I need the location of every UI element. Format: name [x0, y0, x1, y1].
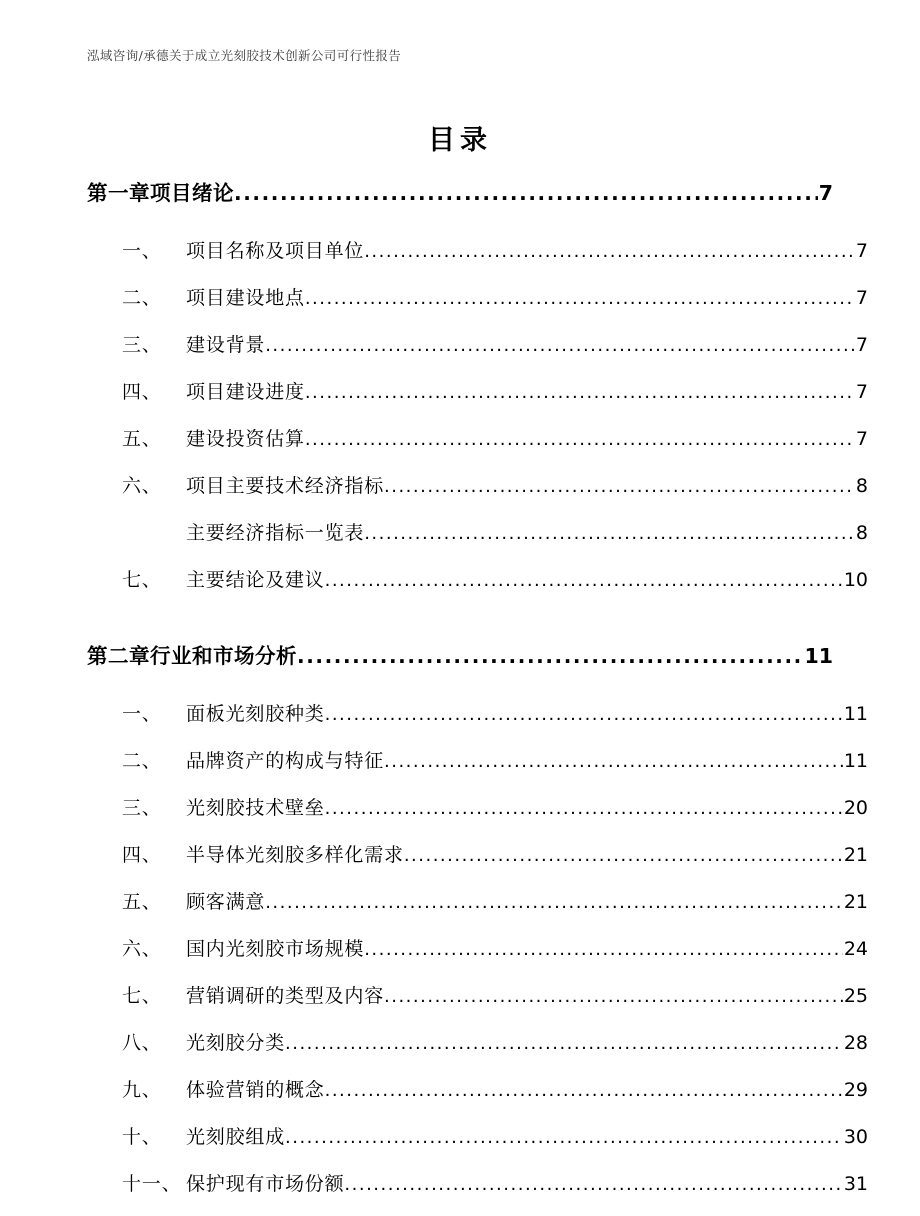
toc-section-entry[interactable] [87, 1028, 868, 1075]
toc-page-number: 29 [843, 1079, 868, 1101]
toc-section-entry[interactable] [87, 1122, 868, 1169]
toc-dot-leader [344, 1176, 842, 1194]
toc-section-entry[interactable] [87, 377, 868, 424]
toc-section-entry[interactable] [87, 330, 868, 377]
toc-page-number: 8 [855, 522, 868, 544]
toc-entry-number: 二、 [122, 287, 162, 309]
toc-dot-leader [265, 894, 843, 912]
toc-entry-number: 八、 [122, 1032, 162, 1054]
toc-dot-leader [325, 706, 843, 724]
toc-entry-label: 项目建设进度 [186, 381, 305, 403]
toc-entry-label: 建设背景 [186, 334, 266, 356]
toc-entry-number: 七、 [122, 985, 162, 1007]
toc-entry-number: 一、 [122, 240, 162, 262]
toc-page-number: 8 [855, 475, 868, 497]
toc-dot-leader [305, 384, 855, 402]
toc-entry-number: 十一、 [122, 1173, 182, 1195]
toc-page-number: 20 [843, 797, 868, 819]
toc-page-number: 24 [843, 938, 868, 960]
toc-page-number: 7 [855, 334, 868, 356]
toc-section-entry[interactable] [87, 746, 868, 793]
toc-page-number: 25 [843, 985, 868, 1007]
toc-entry-number: 四、 [122, 844, 162, 866]
running-header: 泓域咨询/承德关于成立光刻胶技术创新公司可行性报告 [87, 48, 402, 63]
toc-section-entry[interactable] [87, 565, 868, 612]
toc-section-entry[interactable] [87, 518, 868, 565]
toc-page-number: 7 [855, 428, 868, 450]
toc-entry-number: 二、 [122, 750, 162, 772]
toc-dot-leader [305, 290, 855, 308]
toc-section-entry[interactable] [87, 699, 868, 746]
toc-page-number: 30 [843, 1126, 868, 1148]
toc-entry-number: 四、 [122, 381, 162, 403]
toc-dot-leader [285, 1129, 843, 1147]
toc-dot-leader [364, 941, 843, 959]
toc-section-entry[interactable] [87, 887, 868, 934]
toc-section-entry[interactable] [87, 981, 868, 1028]
toc-page-number: 11 [843, 703, 868, 725]
toc-page-number: 10 [843, 569, 868, 591]
toc-dot-leader [364, 525, 855, 543]
toc-entry-label: 面板光刻胶种类 [186, 703, 325, 725]
toc-entry-label: 项目建设地点 [186, 287, 305, 309]
toc-entry-number: 九、 [122, 1079, 162, 1101]
toc-section-entry[interactable] [87, 840, 868, 887]
toc-entry-label: 行业和市场分析 [150, 644, 297, 668]
toc-dot-leader [404, 847, 843, 865]
toc-entry-label: 项目绪论 [150, 181, 234, 205]
toc-chapter-entry[interactable] [87, 639, 833, 683]
toc-entry-label: 光刻胶组成 [186, 1126, 286, 1148]
toc-page-number: 21 [843, 844, 868, 866]
toc-dot-leader [384, 988, 843, 1006]
toc-entry-label: 主要结论及建议 [186, 569, 325, 591]
toc-section-entry[interactable] [87, 1169, 868, 1216]
toc-entry-number: 十、 [122, 1126, 162, 1148]
toc-entry-label: 光刻胶技术壁垒 [186, 797, 325, 819]
toc-page-number: 31 [843, 1173, 868, 1195]
toc-chapter-entry[interactable] [87, 176, 833, 220]
toc-dot-leader [325, 1082, 843, 1100]
toc-dot-leader [297, 646, 803, 666]
toc-entry-label: 顾客满意 [186, 891, 266, 913]
toc-page-number: 11 [804, 644, 833, 668]
toc-entry-label: 项目名称及项目单位 [186, 240, 365, 262]
toc-dot-leader [234, 183, 818, 203]
toc-dot-leader [325, 800, 843, 818]
toc-dot-leader [285, 1035, 843, 1053]
toc-entry-label: 光刻胶分类 [186, 1032, 286, 1054]
toc-entry-number: 第一章 [87, 181, 150, 205]
toc-page-number: 7 [855, 240, 868, 262]
toc-dot-leader [364, 243, 855, 261]
toc-entry-number: 三、 [122, 797, 162, 819]
toc-entry-label: 国内光刻胶市场规模 [186, 938, 365, 960]
toc-page-number: 7 [818, 181, 833, 205]
toc-entry-number: 五、 [122, 891, 162, 913]
toc-entry-label: 主要经济指标一览表 [186, 522, 365, 544]
toc-entry-number: 第二章 [87, 644, 150, 668]
toc-entry-number: 六、 [122, 475, 162, 497]
toc-entry-number: 三、 [122, 334, 162, 356]
toc-section-entry[interactable] [87, 424, 868, 471]
toc-entry-label: 项目主要技术经济指标 [186, 475, 385, 497]
page-title: 目录 [428, 125, 492, 156]
toc-section-entry[interactable] [87, 934, 868, 981]
toc-dot-leader [305, 431, 855, 449]
toc-section-entry[interactable] [87, 1075, 868, 1122]
toc-page-number: 28 [843, 1032, 868, 1054]
toc-entry-label: 半导体光刻胶多样化需求 [186, 844, 404, 866]
toc-dot-leader [384, 753, 843, 771]
toc-dot-leader [325, 572, 843, 590]
toc-entry-label: 品牌资产的构成与特征 [186, 750, 385, 772]
toc-entry-number: 五、 [122, 428, 162, 450]
toc-dot-leader [384, 478, 855, 496]
toc-entry-label: 保护现有市场份额 [186, 1173, 345, 1195]
toc-section-entry[interactable] [87, 471, 868, 518]
toc-section-entry[interactable] [87, 793, 868, 840]
toc-page-number: 7 [855, 287, 868, 309]
toc-entry-number: 一、 [122, 703, 162, 725]
toc-dot-leader [265, 337, 855, 355]
table-of-contents [87, 176, 868, 1216]
toc-entry-number: 六、 [122, 938, 162, 960]
toc-section-entry[interactable] [87, 236, 868, 283]
toc-page-number: 7 [855, 381, 868, 403]
toc-section-entry[interactable] [87, 283, 868, 330]
toc-page-number: 11 [843, 750, 868, 772]
toc-entry-number: 七、 [122, 569, 162, 591]
toc-entry-label: 建设投资估算 [186, 428, 305, 450]
toc-entry-label: 营销调研的类型及内容 [186, 985, 385, 1007]
toc-entry-label: 体验营销的概念 [186, 1079, 325, 1101]
toc-page-number: 21 [843, 891, 868, 913]
